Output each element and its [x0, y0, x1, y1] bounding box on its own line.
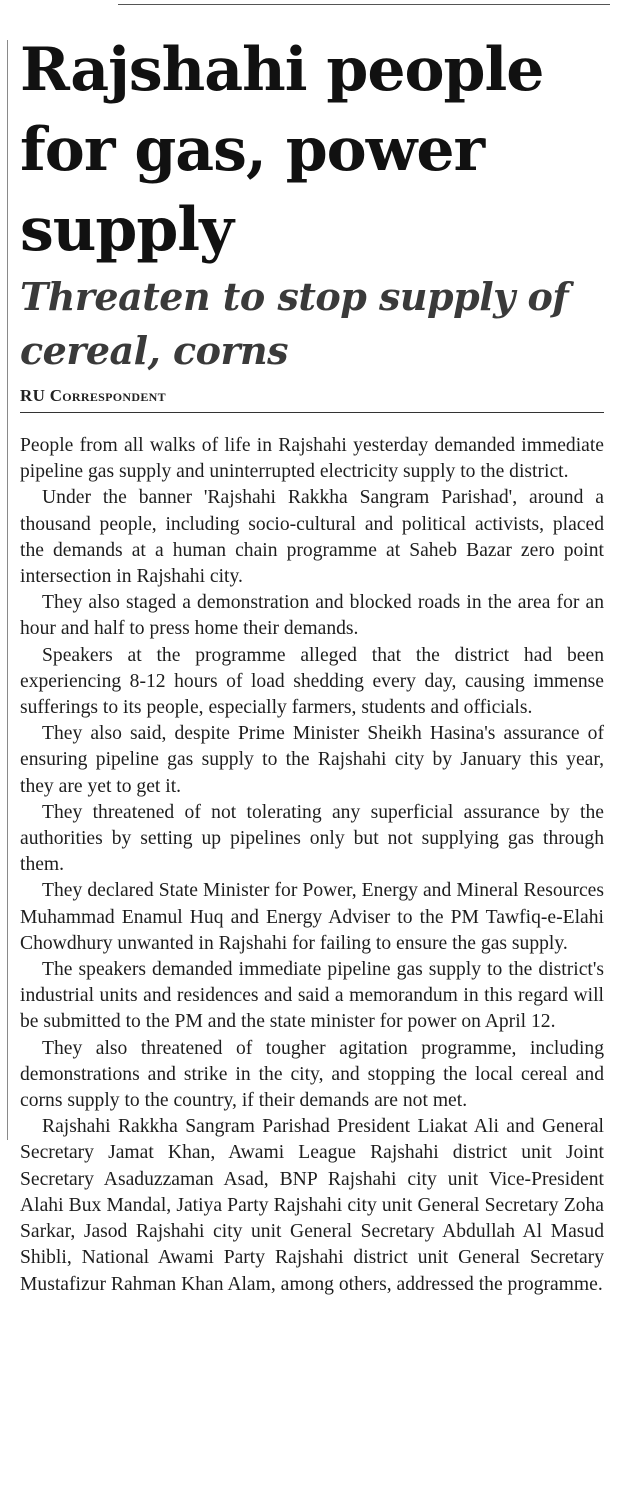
column-rule	[7, 40, 8, 1140]
paragraph: They also said, despite Prime Minister Sheikh Hasina's assurance of ensuring pipeline gas supply to the Rajshahi city by January this year, they are yet to get it.	[20, 723, 604, 797]
paragraph: Rajshahi Rakkha Sangram Parishad President Liakat Ali and General Secretary Jamat Khan, Awami League Rajshahi district unit Joint Secretary Asaduzzaman Asad, BNP Rajshahi city unit Vice-President Alahi Bux Mandal, Jatiya Party Rajshahi city unit General Secretary Zoha Sarkar, Jasod Rajshahi city unit General Secretary Abdullah Al Masud Shibli, National Awami Party Rajshahi district unit General Secretary Mustafizur Rahman Khan Alam, among others, addressed the programme.	[20, 1116, 604, 1295]
subheadline: Threaten to stop supply of cereal, corns	[20, 274, 569, 373]
news-article	[20, 30, 604, 1298]
paragraph: They declared State Minister for Power, Energy and Mineral Resources Muhammad Enamul Huq and Energy Adviser to the PM Tawfiq-e-Elahi Chowdhury unwanted in Rajshahi for failing to ensure the gas supply.	[20, 880, 604, 954]
paragraph: Under the banner 'Rajshahi Rakkha Sangram Parishad', around a thousand people, including socio-cultural and political activists, placed the demands at a human chain programme at Saheb Bazar zero point intersection in Rajshahi city.	[20, 487, 604, 588]
headline: Rajshahi people for gas, power supply	[20, 35, 544, 265]
paragraph: They threatened of not tolerating any superficial assurance by the authorities by setting up pipelines only but not supplying gas through them.	[20, 801, 604, 876]
top-rule	[118, 4, 610, 5]
paragraph: They also threatened of tougher agitation programme, including demonstrations and strike in the city, and stopping the local cereal and corns supply to the country, if their demands are not met.	[20, 1037, 604, 1112]
paragraph: People from all walks of life in Rajshahi yesterday demanded immediate pipeline gas supply and uninterrupted electricity supply to the district.	[20, 435, 604, 483]
article-body	[20, 433, 604, 1298]
paragraph: Speakers at the programme alleged that the district had been experiencing 8-12 hours of load shedding every day, causing immense sufferings to its people, especially farmers, students and officials.	[20, 644, 604, 719]
paragraph: The speakers demanded immediate pipeline gas supply to the district's industrial units and residences and said a memorandum in this regard will be submitted to the PM and the state minister for power on April 12.	[20, 959, 604, 1033]
byline: RU Correspondent	[20, 386, 604, 413]
paragraph: They also staged a demonstration and blocked roads in the area for an hour and half to press home their demands.	[20, 592, 604, 640]
